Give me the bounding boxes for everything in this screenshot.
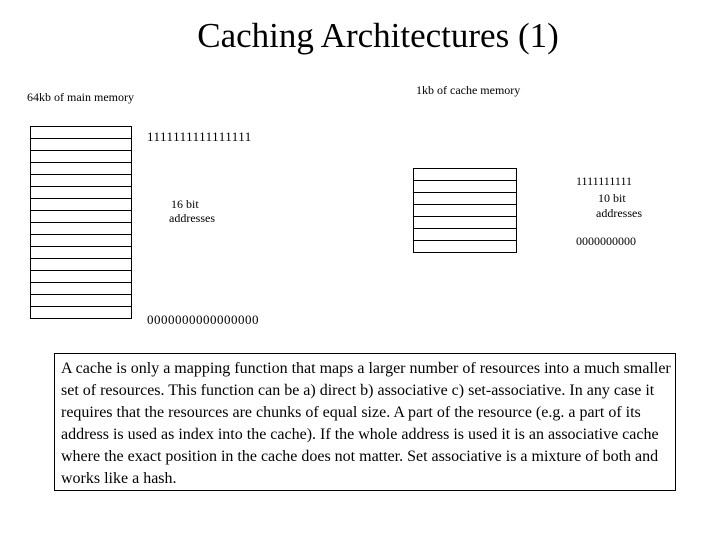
cache-memory-row bbox=[413, 169, 517, 181]
cache-memory-row bbox=[413, 217, 517, 229]
main-memory-row bbox=[30, 151, 132, 163]
main-memory-row bbox=[30, 163, 132, 175]
cache-memory-row bbox=[413, 241, 517, 253]
cache-memory-row bbox=[413, 181, 517, 193]
cache-memory-bottom-address: 0000000000 bbox=[576, 234, 636, 248]
main-memory-row bbox=[30, 175, 132, 187]
main-memory-row bbox=[30, 211, 132, 223]
main-memory-bottom-address: 0000000000000000 bbox=[147, 312, 259, 327]
cache-memory-address-width-line2: addresses bbox=[596, 206, 642, 220]
cache-memory-block bbox=[413, 168, 517, 253]
caption-box bbox=[54, 353, 676, 491]
main-memory-row bbox=[30, 247, 132, 259]
main-memory-label: 64kb of main memory bbox=[27, 90, 134, 104]
main-memory-row bbox=[30, 127, 132, 139]
main-memory-row bbox=[30, 139, 132, 151]
slide-title: Caching Architectures (1) bbox=[197, 16, 559, 55]
main-memory-block bbox=[30, 126, 132, 319]
main-memory-row bbox=[30, 223, 132, 235]
main-memory-row bbox=[30, 283, 132, 295]
main-memory-address-width-line1: 16 bit bbox=[171, 197, 199, 211]
main-memory-row bbox=[30, 199, 132, 211]
caption-text: A cache is only a mapping function that maps a larger number of resources into a much smaller set of resources. This function can be a) direct b) associative c) set-associative. In any case it requires that the resources are chunks of equal size. A part of the resource (e.g. a part of its address is used as index into the cache). If the whole address is used it is an associative cache where the exact position in the cache does not matter. Set associative is a mixture of both and works like a hash. bbox=[61, 360, 671, 487]
main-memory-row bbox=[30, 235, 132, 247]
main-memory-top-address: 1111111111111111 bbox=[147, 129, 252, 144]
cache-memory-row bbox=[413, 205, 517, 217]
cache-memory-top-address: 1111111111 bbox=[576, 174, 632, 188]
main-memory-row bbox=[30, 187, 132, 199]
cache-memory-row bbox=[413, 229, 517, 241]
cache-memory-row bbox=[413, 193, 517, 205]
main-memory-row bbox=[30, 271, 132, 283]
main-memory-row bbox=[30, 307, 132, 319]
cache-memory-address-width-line1: 10 bit bbox=[598, 191, 626, 205]
main-memory-row bbox=[30, 295, 132, 307]
main-memory-address-width-line2: addresses bbox=[169, 211, 215, 225]
cache-memory-label: 1kb of cache memory bbox=[416, 83, 521, 97]
main-memory-row bbox=[30, 259, 132, 271]
